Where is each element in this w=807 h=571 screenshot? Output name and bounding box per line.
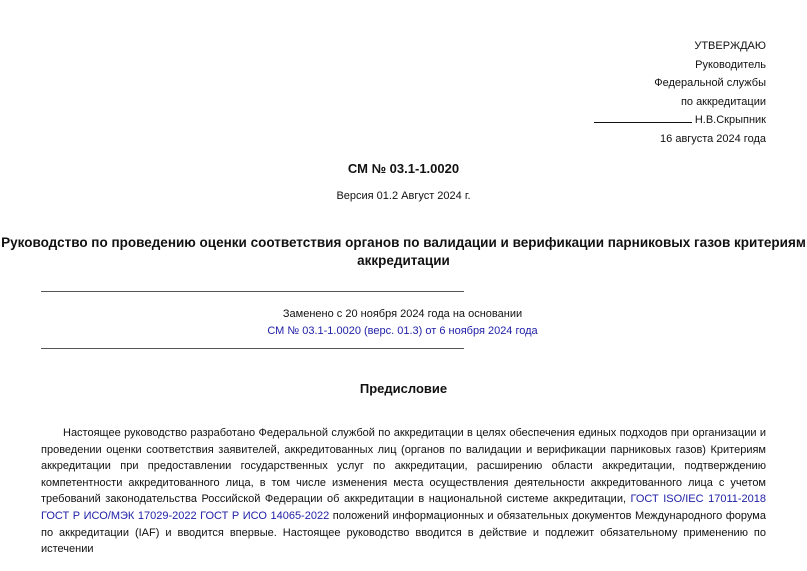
signature-line — [594, 112, 692, 123]
approval-position-line1: Руководитель — [695, 58, 766, 71]
preface-heading: Предисловие — [359, 381, 448, 396]
replacement-notice — [41, 306, 764, 340]
document-title — [0, 234, 807, 270]
document-version: Версия 01.2 Август 2024 г. — [336, 190, 471, 202]
approval-position-line3: по аккредитации — [680, 95, 766, 108]
preface-text-part1: Настоящее руководство разработано Федеральной службой по аккредитации в целях обеспечения единых подходов при организации и проведении оценки соответствия заявителей, аккредитованных лиц (органов по валидации и верификации парниковых газов) Критериям аккредитации при предоставлении государственных услуг по аккредитации, расширению области аккредитации, подтверждению компетентности аккредитованного лица, в том числе изменения места осуществления деятельности аккредитованного лица с учетом требований законодательства Российской Федерации об аккредитации в национальной системе аккредитации, — [41, 427, 766, 506]
gost-17029-link[interactable]: ГОСТ Р ИСО/МЭК 17029-2022 — [41, 509, 197, 522]
preface-paragraph — [41, 425, 766, 558]
divider-bottom — [41, 348, 464, 349]
gost-14065-link[interactable]: ГОСТ Р ИСО 14065-2022 — [200, 509, 330, 522]
replacement-link[interactable]: СМ № 03.1-1.0020 (верс. 01.3) от 6 ноября 2024 года — [267, 325, 538, 337]
approval-signature-row — [594, 111, 766, 130]
approval-position-line2: Федеральной службы — [654, 77, 766, 90]
document-number: СМ № 03.1-1.0020 — [347, 161, 460, 176]
approval-signer: Н.В.Скрыпник — [694, 114, 766, 127]
replacement-text: Заменено с 20 ноября 2024 года на основании — [282, 308, 523, 320]
divider-top — [41, 291, 464, 292]
gost-17011-link[interactable]: ГОСТ ISO/IEC 17011-2018 — [630, 493, 766, 506]
approval-block — [594, 37, 766, 149]
approval-date: 16 августа 2024 года — [660, 132, 766, 145]
preface-text-part2: положений информационных и обязательных документов Международного форума по аккредитации (IAF) и вводится впервые. Настоящее руководство вводится в действие и подлежит обязательному применению по истечении — [41, 509, 766, 556]
document-title-text: Руководство по проведению оценки соответствия органов по валидации и верификации парниковых газов критериям аккредитации — [1, 235, 806, 268]
approval-heading: УТВЕРЖДАЮ — [694, 40, 766, 52]
